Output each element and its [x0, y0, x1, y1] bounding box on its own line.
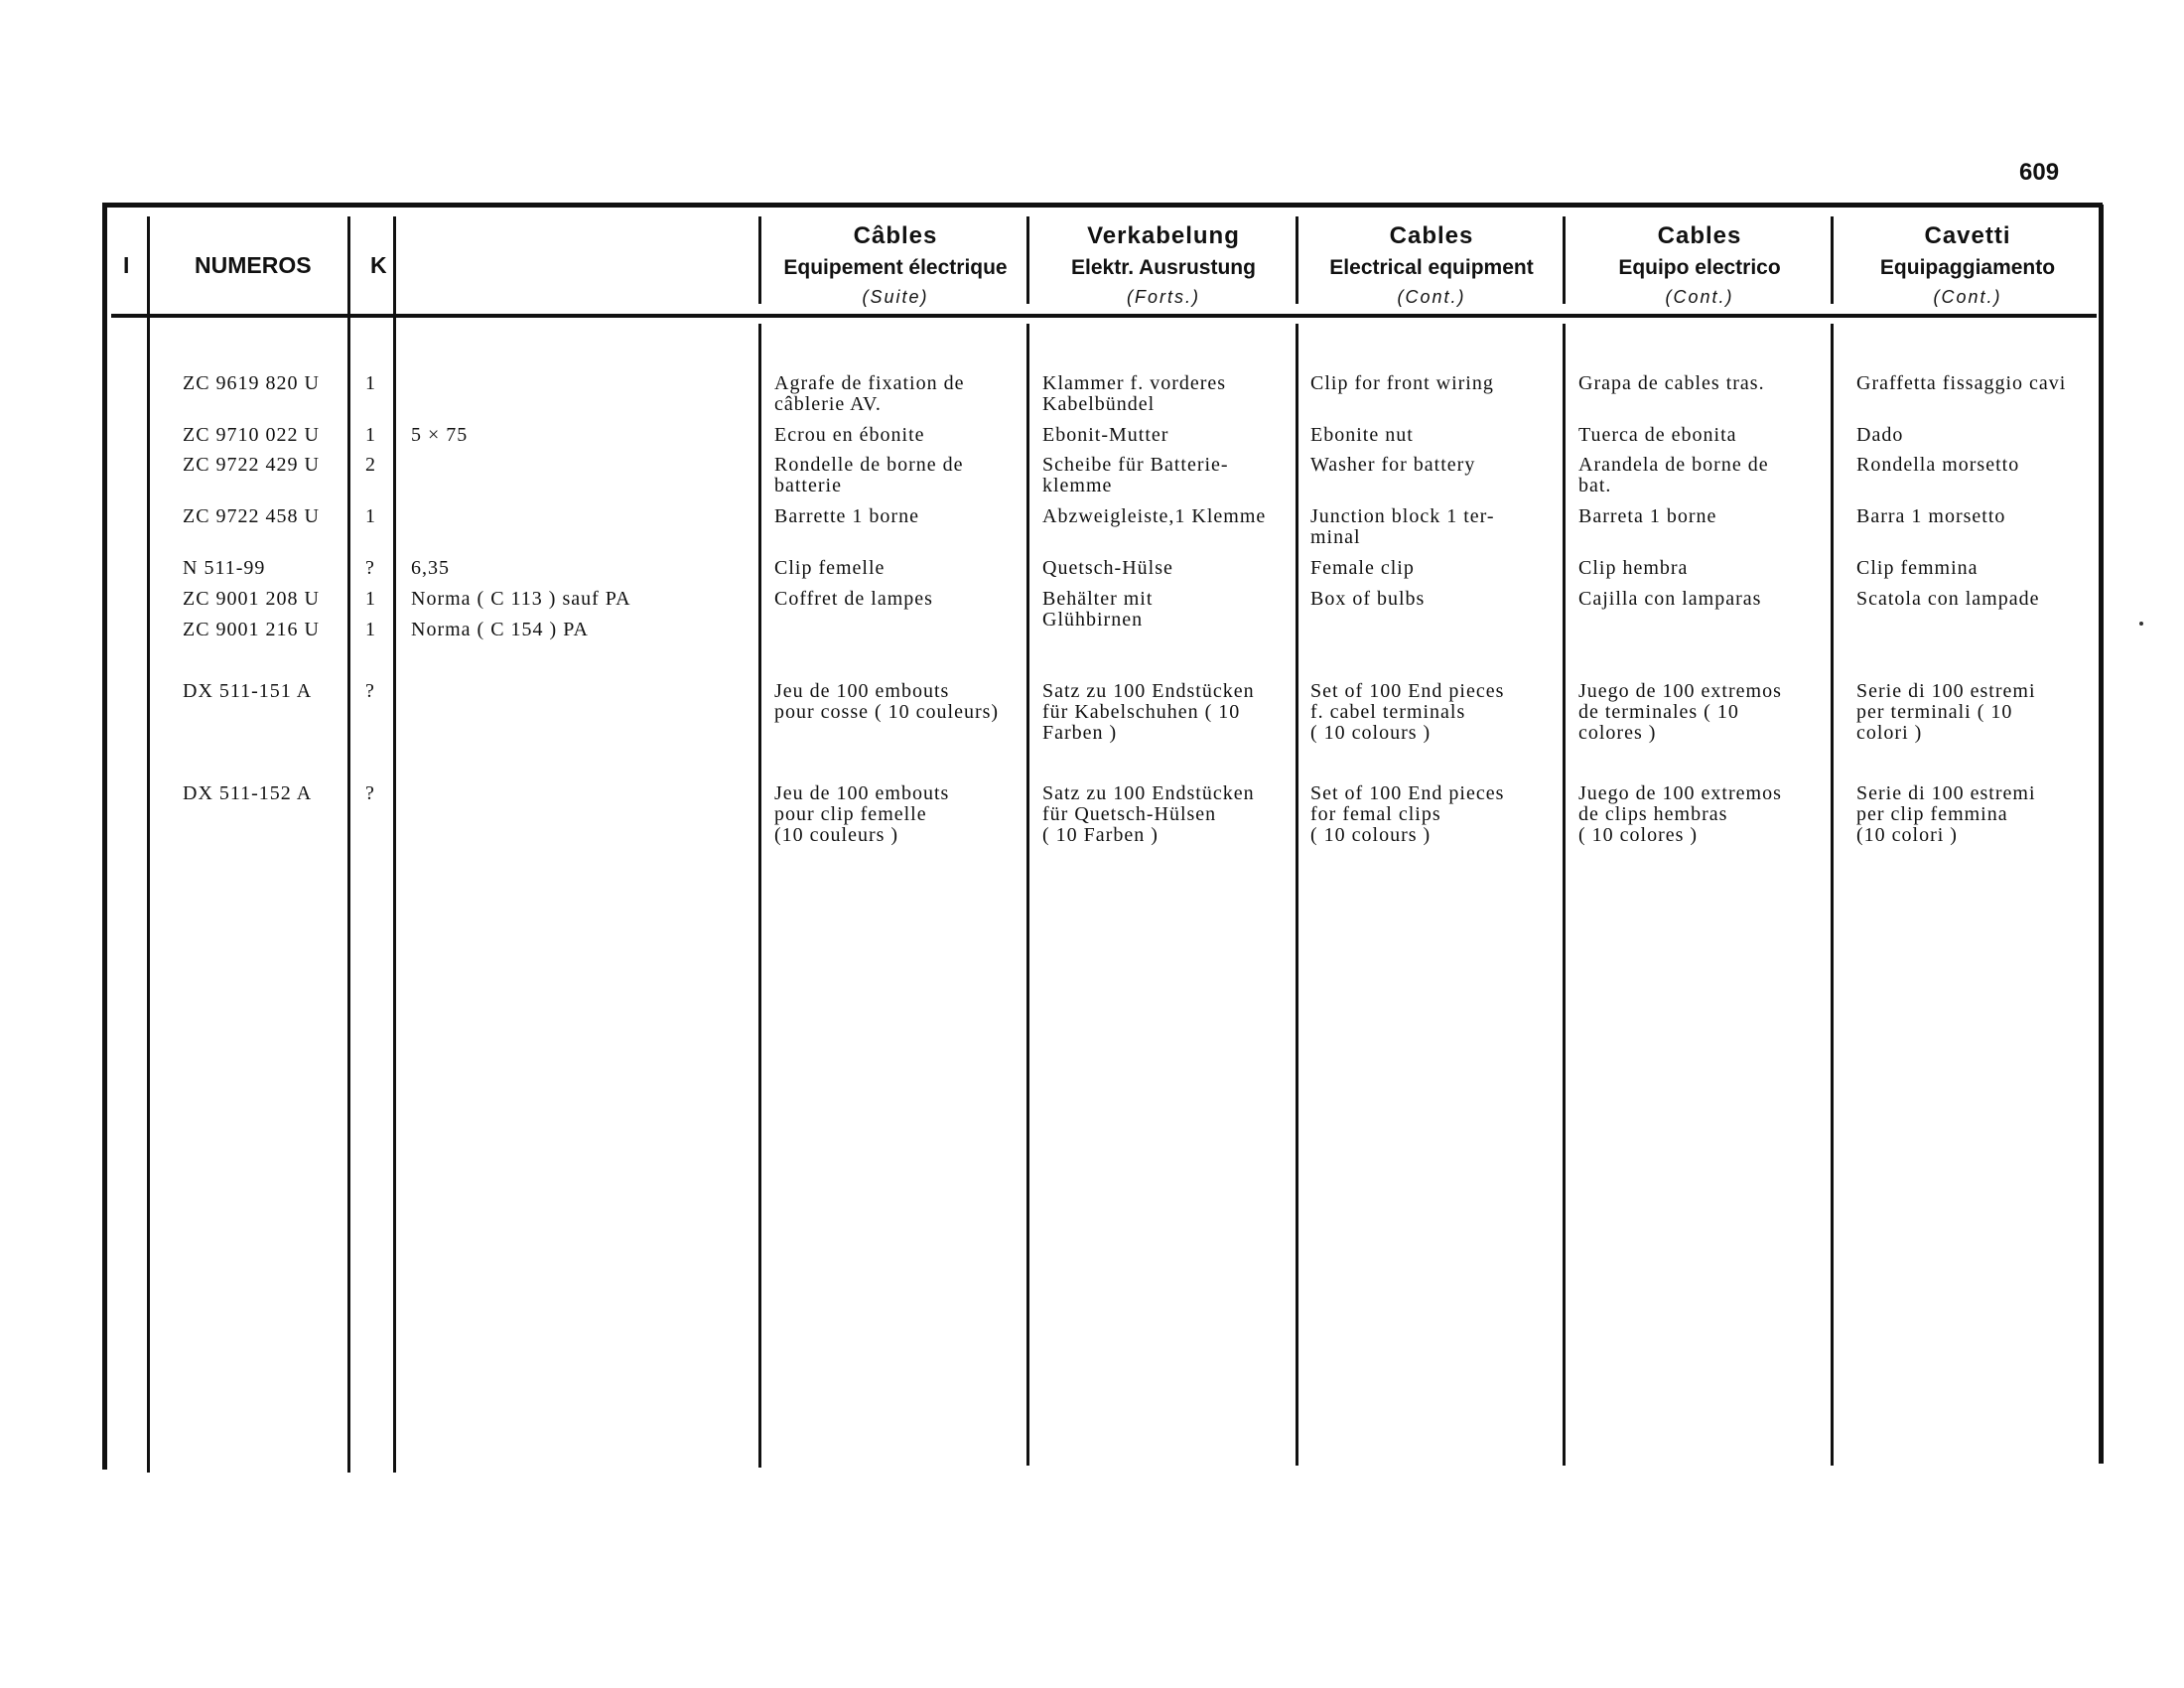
- header-italian-subtitle: Equipaggiamento: [1879, 256, 2056, 279]
- header-german-subtitle: Elektr. Ausrustung: [1071, 256, 1256, 279]
- description-french: Clip femelle: [774, 557, 886, 579]
- top-border: [102, 203, 2103, 208]
- specification: Norma ( C 154 ) PA: [411, 619, 589, 640]
- description-french: Coffret de lampes: [774, 588, 933, 610]
- description-german: Ebonit-Mutter: [1042, 424, 1169, 446]
- description-english: Washer for battery: [1310, 454, 1476, 476]
- quantity: 1: [365, 372, 376, 394]
- header-french-note: (Suite): [862, 287, 929, 307]
- description-english: Junction block 1 ter- minal: [1310, 505, 1495, 548]
- description-spanish: Arandela de borne de bat.: [1578, 454, 1769, 496]
- description-italian: Serie di 100 estremi per clip femmina (10 colori ): [1856, 782, 2036, 846]
- divider-lang-3-body: [1563, 324, 1566, 1466]
- divider-spec-body: [758, 324, 761, 1468]
- description-french: Jeu de 100 embouts pour clip femelle (10 couleurs ): [774, 782, 950, 846]
- description-italian: Dado: [1856, 424, 1904, 446]
- quantity: 1: [365, 588, 376, 610]
- header-french: [764, 220, 1026, 310]
- part-number: ZC 9001 216 U: [183, 619, 320, 640]
- description-french: Barrette 1 borne: [774, 505, 919, 527]
- description-english: Clip for front wiring: [1310, 372, 1494, 394]
- description-english: Set of 100 End pieces for femal clips ( 10 colours ): [1310, 782, 1505, 846]
- header-italian-note: (Cont.): [1933, 287, 2002, 307]
- description-italian: Serie di 100 estremi per terminali ( 10 colori ): [1856, 680, 2036, 744]
- description-german: Satz zu 100 Endstücken für Quetsch-Hülsen ( 10 Farben ): [1042, 782, 1255, 846]
- quantity: ?: [365, 782, 375, 804]
- header-italian-title: Cavetti: [1924, 222, 2011, 249]
- specification: Norma ( C 113 ) sauf PA: [411, 588, 631, 610]
- header-spanish: [1569, 220, 1831, 310]
- header-k: K: [370, 252, 387, 278]
- description-spanish: Juego de 100 extremos de clips hembras ( 10 colores ): [1578, 782, 1782, 846]
- description-italian: Rondella morsetto: [1856, 454, 2020, 476]
- description-english: Female clip: [1310, 557, 1415, 579]
- header-numeros: NUMEROS: [195, 252, 312, 278]
- description-spanish: Cajilla con lamparas: [1578, 588, 1762, 610]
- description-italian: Scatola con lampade: [1856, 588, 2040, 610]
- description-german: Behälter mit Glühbirnen: [1042, 588, 1154, 631]
- part-number: DX 511-152 A: [183, 782, 313, 804]
- description-spanish: Grapa de cables tras.: [1578, 372, 1765, 394]
- header-french-title: Câbles: [853, 222, 938, 249]
- divider-lang-2: [1296, 216, 1298, 304]
- quantity: ?: [365, 680, 375, 702]
- divider-numeros: [347, 216, 350, 1473]
- description-italian: Barra 1 morsetto: [1856, 505, 2006, 527]
- header-index: I: [123, 252, 130, 278]
- description-french: Agrafe de fixation de câblerie AV.: [774, 372, 965, 415]
- divider-lang-1: [1026, 216, 1029, 304]
- description-german: Scheibe für Batterie- klemme: [1042, 454, 1229, 496]
- description-german: Abzweigleiste,1 Klemme: [1042, 505, 1267, 527]
- quantity: 1: [365, 424, 376, 446]
- header-english: [1300, 220, 1563, 310]
- specification: 5 × 75: [411, 424, 469, 446]
- header-german-note: (Forts.): [1127, 287, 1200, 307]
- quantity: 1: [365, 619, 376, 640]
- header-german-title: Verkabelung: [1087, 222, 1240, 249]
- description-italian: Clip femmina: [1856, 557, 1979, 579]
- specification: 6,35: [411, 557, 450, 579]
- quantity: 1: [365, 505, 376, 527]
- header-german: [1032, 220, 1295, 310]
- divider-index: [147, 216, 150, 1473]
- header-spanish-note: (Cont.): [1665, 287, 1734, 307]
- left-border: [102, 205, 107, 1470]
- part-number: ZC 9001 208 U: [183, 588, 320, 610]
- header-english-subtitle: Electrical equipment: [1329, 256, 1534, 279]
- header-spanish-title: Cables: [1657, 222, 1742, 249]
- description-spanish: Juego de 100 extremos de terminales ( 10 colores ): [1578, 680, 1782, 744]
- part-number: N 511-99: [183, 557, 266, 579]
- part-number: ZC 9722 429 U: [183, 454, 320, 476]
- description-english: Box of bulbs: [1310, 588, 1426, 610]
- divider-lang-3: [1563, 216, 1566, 304]
- part-number: DX 511-151 A: [183, 680, 313, 702]
- stray-mark: [2139, 622, 2143, 626]
- description-french: Rondelle de borne de batterie: [774, 454, 964, 496]
- header-english-note: (Cont.): [1397, 287, 1466, 307]
- description-german: Satz zu 100 Endstücken für Kabelschuhen ( 10 Farben ): [1042, 680, 1255, 744]
- description-french: Ecrou en ébonite: [774, 424, 925, 446]
- divider-k: [393, 216, 396, 1473]
- part-number: ZC 9722 458 U: [183, 505, 320, 527]
- description-french: Jeu de 100 embouts pour cosse ( 10 couleurs): [774, 680, 1000, 723]
- divider-lang-4: [1831, 216, 1834, 304]
- description-italian: Graffetta fissaggio cavi: [1856, 372, 2067, 394]
- header-french-subtitle: Equipement électrique: [783, 256, 1008, 279]
- description-english: Ebonite nut: [1310, 424, 1414, 446]
- header-italian: [1837, 220, 2099, 310]
- part-number: ZC 9710 022 U: [183, 424, 320, 446]
- quantity: 2: [365, 454, 376, 476]
- quantity: ?: [365, 557, 375, 579]
- description-spanish: Barreta 1 borne: [1578, 505, 1717, 527]
- description-german: Klammer f. vorderes Kabelbündel: [1042, 372, 1227, 415]
- description-german: Quetsch-Hülse: [1042, 557, 1173, 579]
- page-number: 609: [2019, 159, 2060, 186]
- header-bottom-border: [111, 314, 2097, 318]
- description-english: Set of 100 End pieces f. cabel terminals ( 10 colours ): [1310, 680, 1505, 744]
- divider-spec: [758, 216, 761, 304]
- description-spanish: Tuerca de ebonita: [1578, 424, 1737, 446]
- part-number: ZC 9619 820 U: [183, 372, 320, 394]
- header-spanish-subtitle: Equipo electrico: [1618, 256, 1781, 279]
- header-english-title: Cables: [1389, 222, 1474, 249]
- description-spanish: Clip hembra: [1578, 557, 1689, 579]
